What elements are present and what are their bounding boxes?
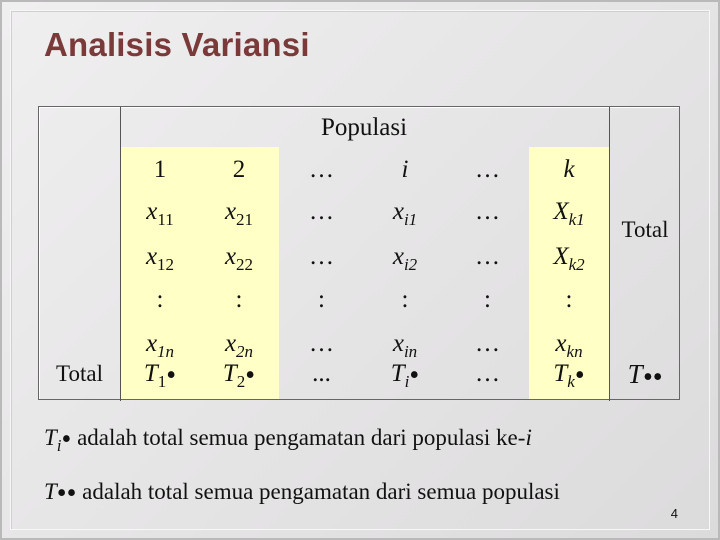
col-header-k: k <box>563 156 575 183</box>
note-row-total: $T_i•$ adalah total semua pengamatan dari populasi ke-i <box>44 424 532 455</box>
table-cell: $x_{11}$ <box>146 198 174 229</box>
table-cell: $x_{21}$ <box>224 198 254 229</box>
total-cell: $T_1•$ <box>143 360 177 391</box>
anova-table <box>38 106 680 400</box>
total-cell: … <box>475 360 500 387</box>
table-cell: $X_{k1}$ <box>553 198 585 229</box>
table-cell: … <box>309 330 334 357</box>
col-header-5: … <box>475 156 500 183</box>
col-header-i: i <box>401 156 409 183</box>
col-header-1: 1 <box>153 156 167 183</box>
table-cell: $x_{i2}$ <box>392 243 418 274</box>
table-cell: : <box>401 286 409 313</box>
table-cell: … <box>309 243 334 270</box>
col-header-3: … <box>309 156 334 183</box>
table-cell: $x_{1n}$ <box>145 330 175 361</box>
total-cell: ... <box>312 360 331 387</box>
table-cell: $x_{kn}$ <box>555 330 583 361</box>
total-cell: $T_i•$ <box>390 360 420 391</box>
row-total-label: Total <box>56 361 103 386</box>
divider-right <box>609 107 610 401</box>
group-header: Populasi <box>320 114 408 141</box>
note-grand-total: T•• adalah total semua pengamatan dari semua populasi <box>44 478 560 509</box>
table-cell: : <box>484 286 491 313</box>
table-cell: : <box>235 286 243 313</box>
total-cell: $T_2•$ <box>222 360 256 391</box>
table-cell: : <box>318 286 325 313</box>
table-cell: : <box>156 286 164 313</box>
col-total-label: Total <box>621 217 669 242</box>
table-cell: $x_{i1}$ <box>392 198 418 229</box>
table-cell: … <box>475 330 500 357</box>
table-cell: $x_{in}$ <box>392 330 418 361</box>
total-cell: $T_k•$ <box>553 360 585 391</box>
slide-title: Analisis Variansi <box>44 26 310 63</box>
table-cell: $X_{k2}$ <box>553 243 585 274</box>
table-cell: … <box>309 198 334 225</box>
col-header-2: 2 <box>232 156 246 183</box>
table-cell: … <box>475 243 500 270</box>
grand-total: T•• <box>627 359 663 393</box>
table-cell: … <box>475 198 500 225</box>
table-cell: : <box>565 286 573 313</box>
table-cell: $x_{2n}$ <box>224 330 254 361</box>
table-cell: $x_{22}$ <box>224 243 254 274</box>
table-cell: $x_{12}$ <box>145 243 175 274</box>
page-number: 4 <box>670 506 678 521</box>
